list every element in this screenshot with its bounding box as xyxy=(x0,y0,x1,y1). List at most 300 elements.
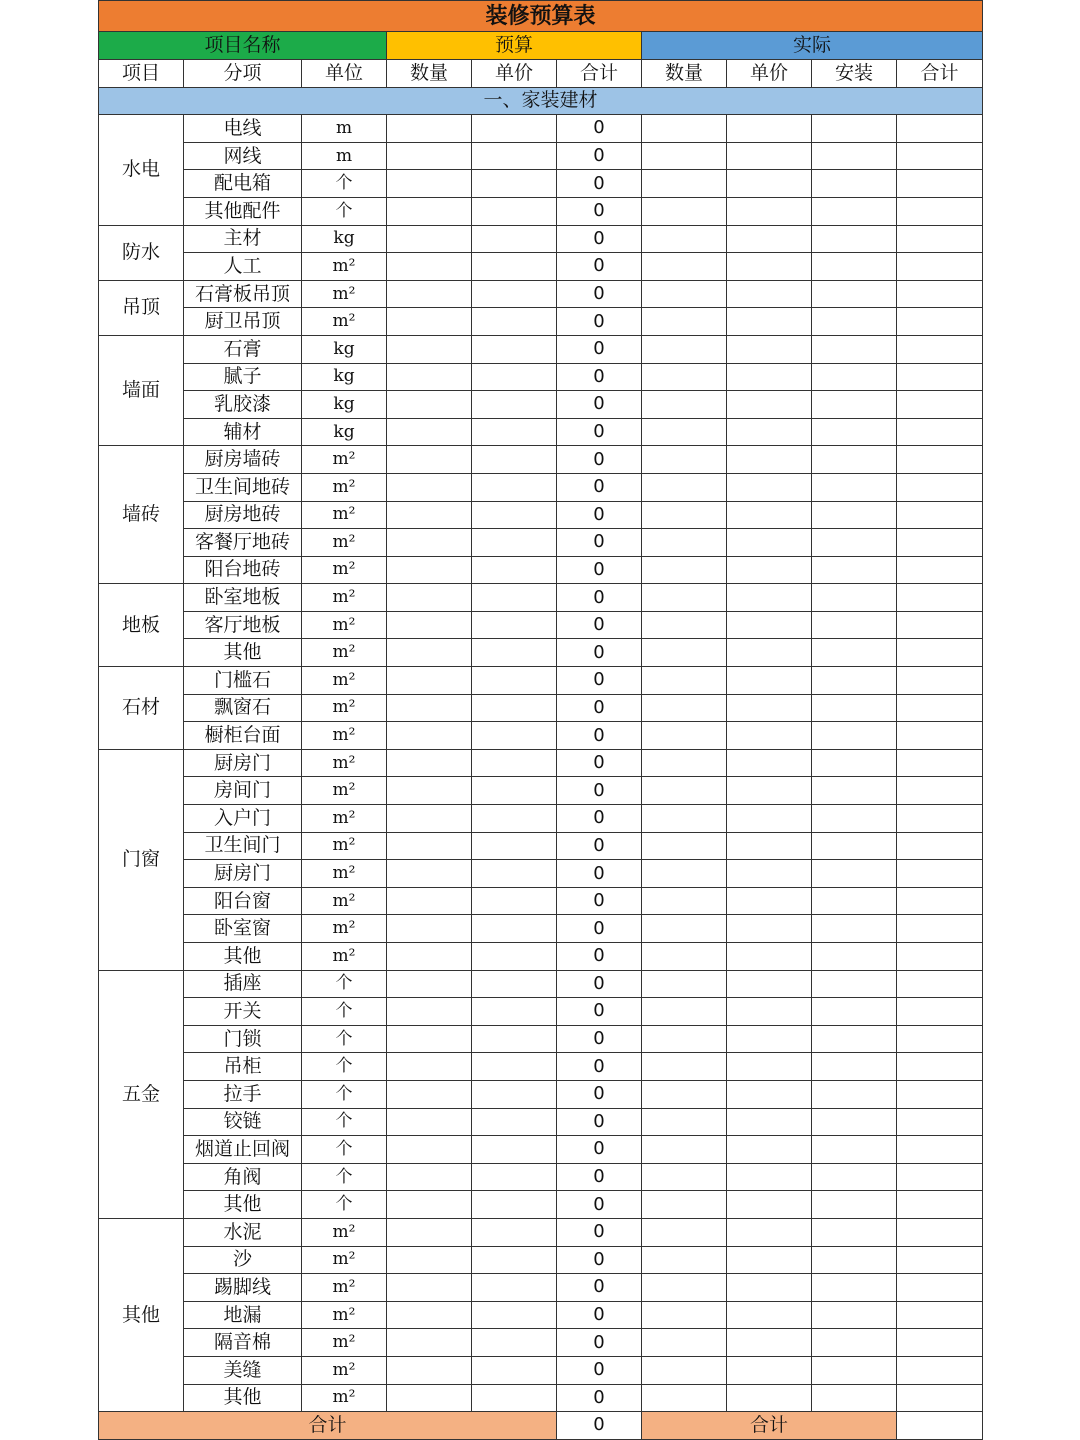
actual-total-cell[interactable] xyxy=(897,887,983,915)
budget-qty-cell[interactable] xyxy=(387,418,472,446)
actual-install-cell[interactable] xyxy=(812,611,897,639)
actual-install-cell[interactable] xyxy=(812,970,897,998)
budget-qty-cell[interactable] xyxy=(387,998,472,1026)
budget-price-cell[interactable] xyxy=(472,915,557,943)
budget-qty-cell[interactable] xyxy=(387,1246,472,1274)
actual-install-cell[interactable] xyxy=(812,142,897,170)
actual-total-cell[interactable] xyxy=(897,777,983,805)
budget-price-cell[interactable] xyxy=(472,1053,557,1081)
actual-price-cell[interactable] xyxy=(727,1080,812,1108)
budget-qty-cell[interactable] xyxy=(387,584,472,612)
budget-qty-cell[interactable] xyxy=(387,1218,472,1246)
actual-price-cell[interactable] xyxy=(727,1246,812,1274)
actual-price-cell[interactable] xyxy=(727,253,812,281)
budget-qty-cell[interactable] xyxy=(387,667,472,695)
actual-qty-cell[interactable] xyxy=(642,860,727,888)
budget-qty-cell[interactable] xyxy=(387,142,472,170)
actual-price-cell[interactable] xyxy=(727,1025,812,1053)
actual-install-cell[interactable] xyxy=(812,1108,897,1136)
actual-install-cell[interactable] xyxy=(812,225,897,253)
budget-price-cell[interactable] xyxy=(472,1246,557,1274)
actual-price-cell[interactable] xyxy=(727,363,812,391)
actual-qty-cell[interactable] xyxy=(642,1163,727,1191)
budget-qty-cell[interactable] xyxy=(387,887,472,915)
actual-qty-cell[interactable] xyxy=(642,694,727,722)
budget-qty-cell[interactable] xyxy=(387,1384,472,1412)
actual-install-cell[interactable] xyxy=(812,253,897,281)
actual-total-cell[interactable] xyxy=(897,694,983,722)
actual-install-cell[interactable] xyxy=(812,556,897,584)
actual-total-cell[interactable] xyxy=(897,363,983,391)
table-row xyxy=(99,1163,983,1191)
actual-total-cell[interactable] xyxy=(897,1329,983,1357)
budget-price-cell[interactable] xyxy=(472,1191,557,1219)
budget-qty-cell[interactable] xyxy=(387,860,472,888)
budget-price-cell[interactable] xyxy=(472,777,557,805)
actual-total-cell[interactable] xyxy=(897,529,983,557)
budget-qty-cell[interactable] xyxy=(387,611,472,639)
actual-install-cell[interactable] xyxy=(812,1025,897,1053)
actual-total-cell[interactable] xyxy=(897,1274,983,1302)
actual-install-cell[interactable] xyxy=(812,418,897,446)
actual-total-cell[interactable] xyxy=(897,446,983,474)
budget-qty-cell[interactable] xyxy=(387,335,472,363)
actual-qty-cell[interactable] xyxy=(642,1329,727,1357)
actual-price-cell[interactable] xyxy=(727,860,812,888)
actual-qty-cell[interactable] xyxy=(642,363,727,391)
actual-install-cell[interactable] xyxy=(812,1301,897,1329)
unit-cell: m² xyxy=(302,777,387,805)
actual-install-cell[interactable] xyxy=(812,1163,897,1191)
actual-install-cell[interactable] xyxy=(812,943,897,971)
budget-qty-cell[interactable] xyxy=(387,777,472,805)
budget-price-cell[interactable] xyxy=(472,529,557,557)
actual-total-cell[interactable] xyxy=(897,197,983,225)
budget-qty-cell[interactable] xyxy=(387,1080,472,1108)
actual-qty-cell[interactable] xyxy=(642,1080,727,1108)
actual-install-cell[interactable] xyxy=(812,832,897,860)
actual-price-cell[interactable] xyxy=(727,170,812,198)
budget-total-cell: 0 xyxy=(557,1080,642,1108)
actual-qty-cell[interactable] xyxy=(642,749,727,777)
budget-price-cell[interactable] xyxy=(472,998,557,1026)
budget-price-cell[interactable] xyxy=(472,1301,557,1329)
actual-qty-cell[interactable] xyxy=(642,1384,727,1412)
actual-price-cell[interactable] xyxy=(727,556,812,584)
actual-price-cell[interactable] xyxy=(727,1163,812,1191)
actual-qty-cell[interactable] xyxy=(642,115,727,143)
actual-qty-cell[interactable] xyxy=(642,915,727,943)
actual-price-cell[interactable] xyxy=(727,1301,812,1329)
actual-total-cell[interactable] xyxy=(897,1163,983,1191)
budget-price-cell[interactable] xyxy=(472,749,557,777)
actual-price-cell[interactable] xyxy=(727,1356,812,1384)
actual-total-cell[interactable] xyxy=(897,1080,983,1108)
actual-total-cell[interactable] xyxy=(897,501,983,529)
actual-qty-cell[interactable] xyxy=(642,142,727,170)
actual-install-cell[interactable] xyxy=(812,1246,897,1274)
actual-price-cell[interactable] xyxy=(727,584,812,612)
actual-qty-cell[interactable] xyxy=(642,1218,727,1246)
actual-price-cell[interactable] xyxy=(727,1274,812,1302)
budget-qty-cell[interactable] xyxy=(387,1053,472,1081)
actual-price-cell[interactable] xyxy=(727,529,812,557)
actual-qty-cell[interactable] xyxy=(642,225,727,253)
actual-qty-cell[interactable] xyxy=(642,943,727,971)
actual-qty-cell[interactable] xyxy=(642,556,727,584)
budget-price-cell[interactable] xyxy=(472,970,557,998)
budget-price-cell[interactable] xyxy=(472,667,557,695)
budget-price-cell[interactable] xyxy=(472,887,557,915)
budget-qty-cell[interactable] xyxy=(387,197,472,225)
actual-install-cell[interactable] xyxy=(812,998,897,1026)
actual-install-cell[interactable] xyxy=(812,1274,897,1302)
budget-qty-cell[interactable] xyxy=(387,1108,472,1136)
budget-price-cell[interactable] xyxy=(472,308,557,336)
actual-total-cell[interactable] xyxy=(897,335,983,363)
budget-price-cell[interactable] xyxy=(472,225,557,253)
budget-qty-cell[interactable] xyxy=(387,391,472,419)
budget-qty-cell[interactable] xyxy=(387,473,472,501)
actual-total-cell[interactable] xyxy=(897,1218,983,1246)
actual-total-cell[interactable] xyxy=(897,225,983,253)
actual-qty-cell[interactable] xyxy=(642,998,727,1026)
actual-price-cell[interactable] xyxy=(727,1191,812,1219)
budget-qty-cell[interactable] xyxy=(387,805,472,833)
actual-total-cell[interactable] xyxy=(897,915,983,943)
actual-install-cell[interactable] xyxy=(812,722,897,750)
actual-install-cell[interactable] xyxy=(812,1329,897,1357)
actual-install-cell[interactable] xyxy=(812,1356,897,1384)
budget-price-cell[interactable] xyxy=(472,639,557,667)
budget-qty-cell[interactable] xyxy=(387,1136,472,1164)
actual-total-cell[interactable] xyxy=(897,142,983,170)
actual-price-cell[interactable] xyxy=(727,446,812,474)
actual-total-cell[interactable] xyxy=(897,556,983,584)
actual-qty-cell[interactable] xyxy=(642,197,727,225)
budget-price-cell[interactable] xyxy=(472,253,557,281)
budget-price-cell[interactable] xyxy=(472,473,557,501)
budget-qty-cell[interactable] xyxy=(387,1191,472,1219)
budget-qty-cell[interactable] xyxy=(387,1274,472,1302)
actual-install-cell[interactable] xyxy=(812,915,897,943)
actual-qty-cell[interactable] xyxy=(642,335,727,363)
budget-qty-cell[interactable] xyxy=(387,556,472,584)
actual-qty-cell[interactable] xyxy=(642,970,727,998)
budget-price-cell[interactable] xyxy=(472,446,557,474)
actual-total-cell[interactable] xyxy=(897,943,983,971)
actual-install-cell[interactable] xyxy=(812,639,897,667)
budget-price-cell[interactable] xyxy=(472,943,557,971)
actual-install-cell[interactable] xyxy=(812,667,897,695)
budget-price-cell[interactable] xyxy=(472,722,557,750)
actual-qty-cell[interactable] xyxy=(642,1108,727,1136)
actual-qty-cell[interactable] xyxy=(642,1136,727,1164)
budget-price-cell[interactable] xyxy=(472,584,557,612)
table-row xyxy=(99,253,983,281)
table-row xyxy=(99,611,983,639)
subitem-cell: 其他 xyxy=(184,639,302,667)
actual-qty-cell[interactable] xyxy=(642,1191,727,1219)
actual-total-cell[interactable] xyxy=(897,1384,983,1412)
actual-total-cell[interactable] xyxy=(897,170,983,198)
actual-install-cell[interactable] xyxy=(812,694,897,722)
actual-price-cell[interactable] xyxy=(727,998,812,1026)
actual-price-cell[interactable] xyxy=(727,805,812,833)
actual-price-cell[interactable] xyxy=(727,722,812,750)
actual-qty-cell[interactable] xyxy=(642,473,727,501)
budget-qty-cell[interactable] xyxy=(387,225,472,253)
actual-qty-cell[interactable] xyxy=(642,1301,727,1329)
actual-price-cell[interactable] xyxy=(727,749,812,777)
actual-qty-cell[interactable] xyxy=(642,777,727,805)
actual-qty-cell[interactable] xyxy=(642,1246,727,1274)
actual-price-cell[interactable] xyxy=(727,225,812,253)
actual-install-cell[interactable] xyxy=(812,446,897,474)
budget-price-cell[interactable] xyxy=(472,694,557,722)
actual-price-cell[interactable] xyxy=(727,473,812,501)
actual-price-cell[interactable] xyxy=(727,391,812,419)
actual-total-cell[interactable] xyxy=(897,749,983,777)
actual-install-cell[interactable] xyxy=(812,170,897,198)
actual-install-cell[interactable] xyxy=(812,197,897,225)
actual-install-cell[interactable] xyxy=(812,860,897,888)
actual-install-cell[interactable] xyxy=(812,363,897,391)
budget-price-cell[interactable] xyxy=(472,1025,557,1053)
subitem-cell: 厨房门 xyxy=(184,749,302,777)
budget-price-cell[interactable] xyxy=(472,1163,557,1191)
actual-install-cell[interactable] xyxy=(812,115,897,143)
actual-install-cell[interactable] xyxy=(812,749,897,777)
budget-price-cell[interactable] xyxy=(472,611,557,639)
actual-price-cell[interactable] xyxy=(727,115,812,143)
budget-qty-cell[interactable] xyxy=(387,1356,472,1384)
actual-total-cell[interactable] xyxy=(897,1025,983,1053)
budget-qty-cell[interactable] xyxy=(387,1025,472,1053)
actual-qty-cell[interactable] xyxy=(642,611,727,639)
actual-qty-cell[interactable] xyxy=(642,1053,727,1081)
actual-install-cell[interactable] xyxy=(812,391,897,419)
budget-price-cell[interactable] xyxy=(472,805,557,833)
budget-qty-cell[interactable] xyxy=(387,970,472,998)
subitem-cell: 卫生间地砖 xyxy=(184,473,302,501)
actual-price-cell[interactable] xyxy=(727,667,812,695)
actual-qty-cell[interactable] xyxy=(642,253,727,281)
actual-total-cell[interactable] xyxy=(897,639,983,667)
actual-total-cell[interactable] xyxy=(897,1053,983,1081)
budget-qty-cell[interactable] xyxy=(387,446,472,474)
actual-price-cell[interactable] xyxy=(727,418,812,446)
budget-price-cell[interactable] xyxy=(472,501,557,529)
actual-total-cell[interactable] xyxy=(897,832,983,860)
actual-install-cell[interactable] xyxy=(812,308,897,336)
actual-total-cell[interactable] xyxy=(897,860,983,888)
budget-price-cell[interactable] xyxy=(472,170,557,198)
table-row xyxy=(99,832,983,860)
actual-qty-cell[interactable] xyxy=(642,1356,727,1384)
budget-qty-cell[interactable] xyxy=(387,1329,472,1357)
actual-total-cell[interactable] xyxy=(897,253,983,281)
actual-qty-cell[interactable] xyxy=(642,584,727,612)
table-row xyxy=(99,501,983,529)
budget-price-cell[interactable] xyxy=(472,860,557,888)
actual-qty-cell[interactable] xyxy=(642,446,727,474)
budget-qty-cell[interactable] xyxy=(387,722,472,750)
budget-price-cell[interactable] xyxy=(472,391,557,419)
budget-qty-cell[interactable] xyxy=(387,694,472,722)
actual-total-cell[interactable] xyxy=(897,611,983,639)
actual-total-cell[interactable] xyxy=(897,722,983,750)
actual-total-cell[interactable] xyxy=(897,998,983,1026)
actual-install-cell[interactable] xyxy=(812,777,897,805)
budget-qty-cell[interactable] xyxy=(387,501,472,529)
actual-total-cell[interactable] xyxy=(897,473,983,501)
budget-qty-cell[interactable] xyxy=(387,1301,472,1329)
actual-qty-cell[interactable] xyxy=(642,170,727,198)
actual-install-cell[interactable] xyxy=(812,1053,897,1081)
budget-price-cell[interactable] xyxy=(472,1329,557,1357)
budget-price-cell[interactable] xyxy=(472,1274,557,1302)
budget-qty-cell[interactable] xyxy=(387,749,472,777)
actual-total-cell[interactable] xyxy=(897,584,983,612)
budget-qty-cell[interactable] xyxy=(387,1163,472,1191)
budget-qty-cell[interactable] xyxy=(387,529,472,557)
budget-price-cell[interactable] xyxy=(472,363,557,391)
actual-price-cell[interactable] xyxy=(727,915,812,943)
budget-qty-cell[interactable] xyxy=(387,280,472,308)
actual-total-cell[interactable] xyxy=(897,418,983,446)
actual-total-cell[interactable] xyxy=(897,1108,983,1136)
actual-install-cell[interactable] xyxy=(812,1384,897,1412)
actual-qty-cell[interactable] xyxy=(642,501,727,529)
actual-price-cell[interactable] xyxy=(727,970,812,998)
actual-price-cell[interactable] xyxy=(727,1329,812,1357)
unit-cell: 个 xyxy=(302,1080,387,1108)
actual-qty-cell[interactable] xyxy=(642,887,727,915)
budget-qty-cell[interactable] xyxy=(387,115,472,143)
budget-price-cell[interactable] xyxy=(472,280,557,308)
unit-cell: m² xyxy=(302,1218,387,1246)
actual-total-cell[interactable] xyxy=(897,1191,983,1219)
actual-qty-cell[interactable] xyxy=(642,667,727,695)
actual-install-cell[interactable] xyxy=(812,335,897,363)
unit-cell: m xyxy=(302,115,387,143)
budget-price-cell[interactable] xyxy=(472,1080,557,1108)
budget-qty-cell[interactable] xyxy=(387,308,472,336)
actual-qty-cell[interactable] xyxy=(642,1025,727,1053)
actual-install-cell[interactable] xyxy=(812,280,897,308)
actual-total-cell[interactable] xyxy=(897,1246,983,1274)
budget-qty-cell[interactable] xyxy=(387,253,472,281)
budget-table xyxy=(98,0,983,1440)
actual-install-cell[interactable] xyxy=(812,584,897,612)
actual-price-cell[interactable] xyxy=(727,335,812,363)
budget-price-cell[interactable] xyxy=(472,1108,557,1136)
budget-price-cell[interactable] xyxy=(472,556,557,584)
actual-qty-cell[interactable] xyxy=(642,308,727,336)
actual-install-cell[interactable] xyxy=(812,887,897,915)
subitem-cell: 卧室地板 xyxy=(184,584,302,612)
actual-price-cell[interactable] xyxy=(727,943,812,971)
actual-total-cell[interactable] xyxy=(897,115,983,143)
budget-qty-cell[interactable] xyxy=(387,832,472,860)
budget-qty-cell[interactable] xyxy=(387,639,472,667)
actual-price-cell[interactable] xyxy=(727,777,812,805)
actual-install-cell[interactable] xyxy=(812,473,897,501)
actual-price-cell[interactable] xyxy=(727,1136,812,1164)
actual-install-cell[interactable] xyxy=(812,529,897,557)
actual-total-cell[interactable] xyxy=(897,280,983,308)
actual-install-cell[interactable] xyxy=(812,1080,897,1108)
actual-qty-cell[interactable] xyxy=(642,280,727,308)
budget-price-cell[interactable] xyxy=(472,1136,557,1164)
actual-install-cell[interactable] xyxy=(812,501,897,529)
actual-qty-cell[interactable] xyxy=(642,391,727,419)
actual-qty-cell[interactable] xyxy=(642,832,727,860)
actual-total-cell[interactable] xyxy=(897,1356,983,1384)
actual-qty-cell[interactable] xyxy=(642,418,727,446)
actual-total-cell[interactable] xyxy=(897,1136,983,1164)
budget-price-cell[interactable] xyxy=(472,115,557,143)
actual-qty-cell[interactable] xyxy=(642,722,727,750)
budget-price-cell[interactable] xyxy=(472,418,557,446)
budget-price-cell[interactable] xyxy=(472,1356,557,1384)
budget-qty-cell[interactable] xyxy=(387,943,472,971)
actual-price-cell[interactable] xyxy=(727,1384,812,1412)
budget-price-cell[interactable] xyxy=(472,832,557,860)
actual-total-cell[interactable] xyxy=(897,667,983,695)
actual-qty-cell[interactable] xyxy=(642,529,727,557)
actual-total-cell[interactable] xyxy=(897,970,983,998)
budget-price-cell[interactable] xyxy=(472,142,557,170)
budget-qty-cell[interactable] xyxy=(387,915,472,943)
actual-price-cell[interactable] xyxy=(727,142,812,170)
budget-price-cell[interactable] xyxy=(472,197,557,225)
actual-total-cell[interactable] xyxy=(897,391,983,419)
actual-price-cell[interactable] xyxy=(727,832,812,860)
actual-install-cell[interactable] xyxy=(812,1136,897,1164)
actual-qty-cell[interactable] xyxy=(642,639,727,667)
actual-total-cell[interactable] xyxy=(897,1301,983,1329)
actual-install-cell[interactable] xyxy=(812,1191,897,1219)
budget-qty-cell[interactable] xyxy=(387,363,472,391)
budget-price-cell[interactable] xyxy=(472,1384,557,1412)
actual-qty-cell[interactable] xyxy=(642,805,727,833)
actual-price-cell[interactable] xyxy=(727,308,812,336)
actual-qty-cell[interactable] xyxy=(642,1274,727,1302)
actual-price-cell[interactable] xyxy=(727,501,812,529)
actual-price-cell[interactable] xyxy=(727,694,812,722)
actual-install-cell[interactable] xyxy=(812,1218,897,1246)
budget-price-cell[interactable] xyxy=(472,335,557,363)
actual-total-cell[interactable] xyxy=(897,805,983,833)
actual-install-cell[interactable] xyxy=(812,805,897,833)
budget-qty-cell[interactable] xyxy=(387,170,472,198)
actual-price-cell[interactable] xyxy=(727,280,812,308)
actual-total-cell[interactable] xyxy=(897,308,983,336)
actual-price-cell[interactable] xyxy=(727,1218,812,1246)
actual-price-cell[interactable] xyxy=(727,1053,812,1081)
budget-total-cell: 0 xyxy=(557,1108,642,1136)
actual-price-cell[interactable] xyxy=(727,611,812,639)
unit-cell: m² xyxy=(302,639,387,667)
actual-price-cell[interactable] xyxy=(727,1108,812,1136)
actual-price-cell[interactable] xyxy=(727,197,812,225)
actual-price-cell[interactable] xyxy=(727,887,812,915)
table-row xyxy=(99,142,983,170)
actual-price-cell[interactable] xyxy=(727,639,812,667)
budget-price-cell[interactable] xyxy=(472,1218,557,1246)
